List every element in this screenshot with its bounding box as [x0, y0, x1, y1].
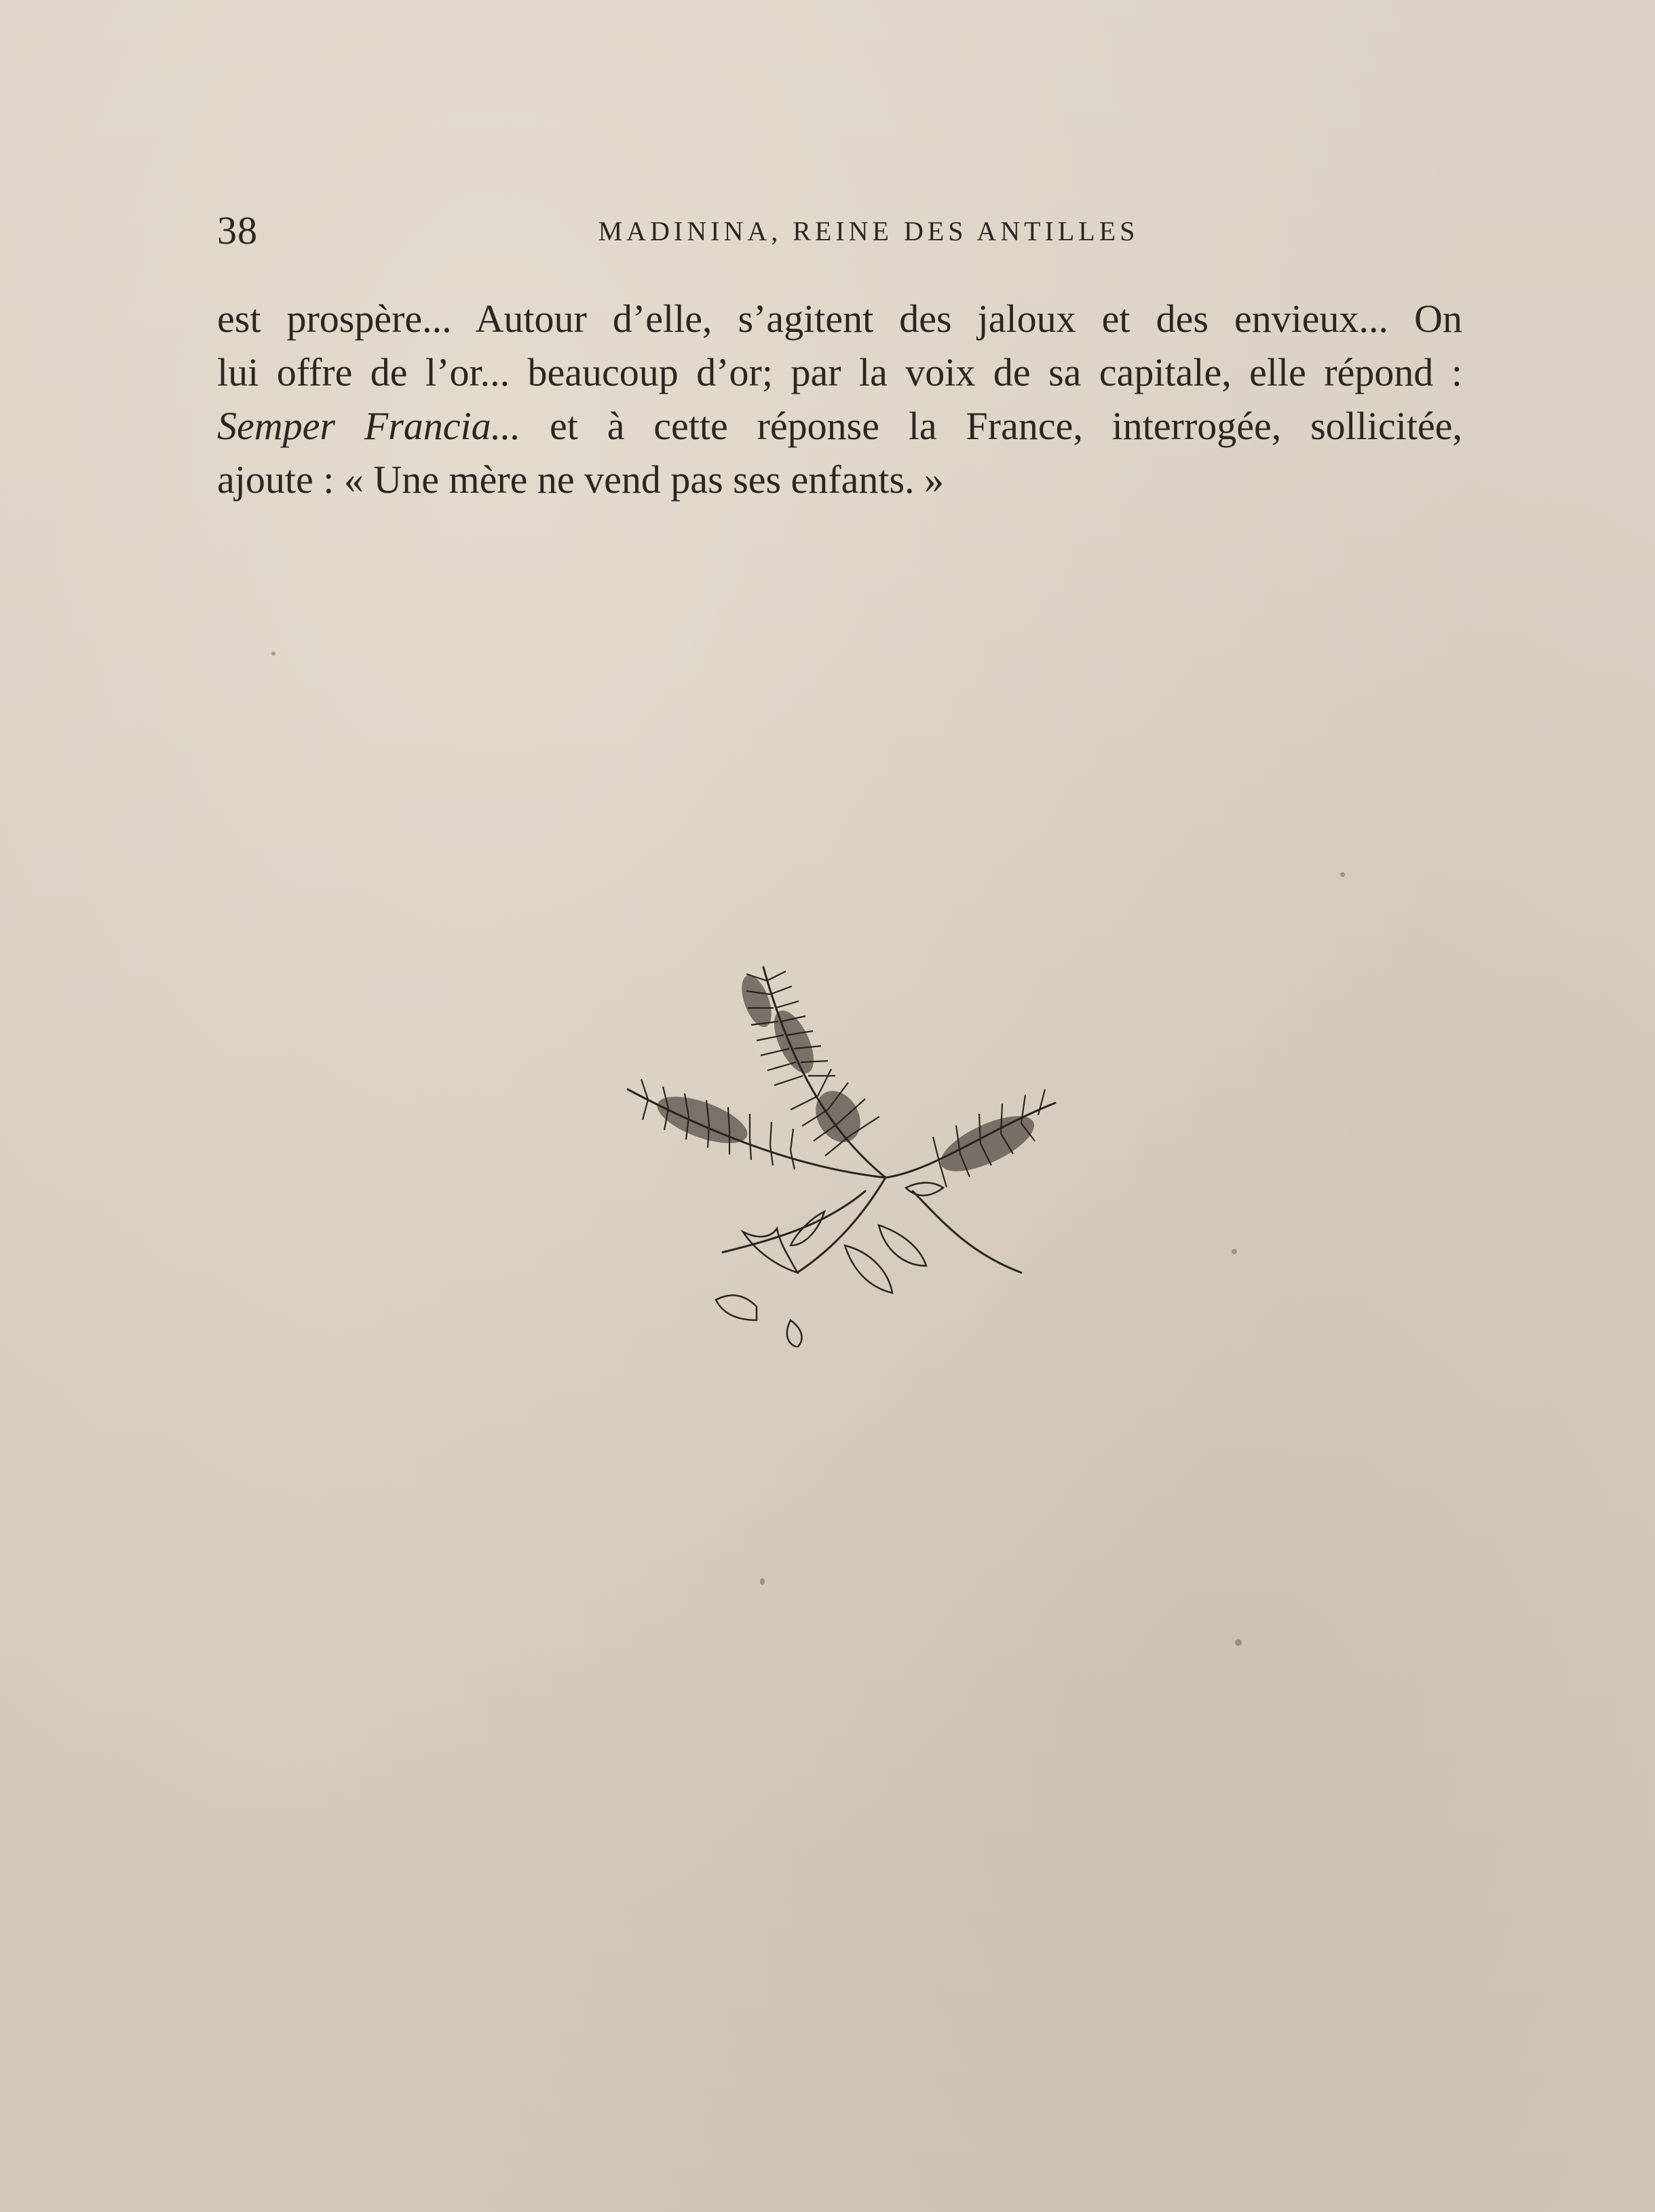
paper-speck: [1340, 872, 1345, 877]
paper-speck: [760, 1578, 765, 1585]
latin-motto: Semper Francia...: [217, 404, 521, 448]
text-line-1: est prospère... Autour d’elle, s’agitent des jaloux et des envieux... On: [217, 297, 1462, 341]
text-line-3-rest: et à cette réponse la France, interrogée, sollicitée,: [520, 404, 1462, 448]
paper-speck: [271, 652, 275, 656]
running-title: MADININA, REINE DES ANTILLES: [598, 216, 1139, 246]
page-number: 38: [217, 208, 258, 252]
text-line-4: ajoute : « Une mère ne vend pas ses enfants. »: [217, 457, 945, 502]
paper-speck: [1235, 1639, 1242, 1646]
paper-speck: [1232, 1249, 1237, 1254]
text-line-2: lui offre de l’or... beaucoup d’or; par la voix de sa capitale, elle répond :: [217, 350, 1462, 394]
fern-and-flowers-vignette-icon: [621, 954, 1069, 1347]
body-paragraph: [217, 292, 1462, 506]
running-head: [217, 204, 1466, 258]
text-line-3: [217, 399, 1462, 453]
